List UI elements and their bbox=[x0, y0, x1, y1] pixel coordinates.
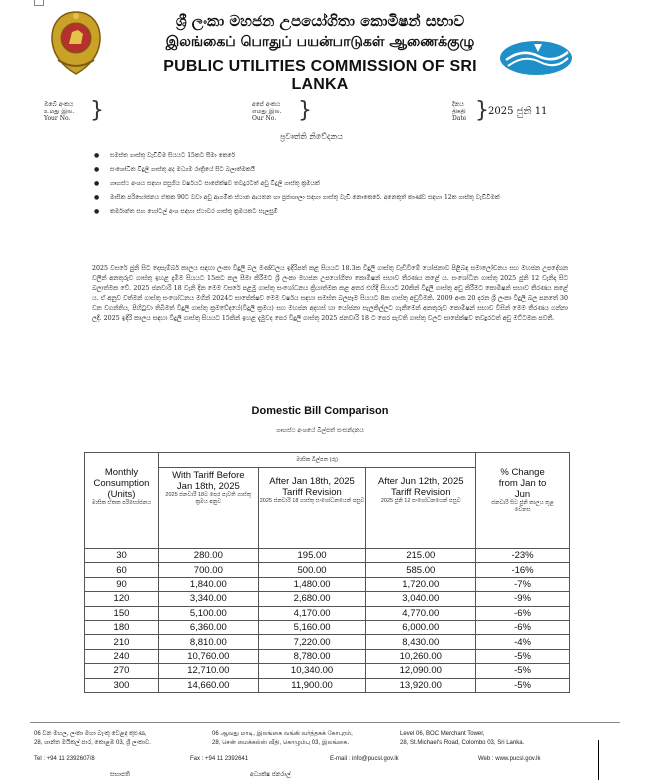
table-row: 270 12,710.00 10,340.00 12,090.00 -5% bbox=[85, 664, 570, 678]
body-paragraph: 2025 වසරේ ජුනි සිට දෙසැම්බර් කාලය සඳහා ලංකා විදුලි බල මණ්ඩලය ඉදිරිපත් කළ සියයට 18.3ක විදුලි ගාස්තු වැඩිවීමේ යෝජනාව පිළිබඳ සමාලෝචනය සහ මහජන උපදේශන වලින් අනතුරුව ගාස්තු ඉහළ දැමීම සියයට 15කට කල සීමා කිරීමට ශ්‍රී ලංකා මහජන උපයෝගිතා කොමිෂන් සභාව තීරණය කළේ ය. සංශෝධිත ගාස්තු 2025 ජුනි 12 වැනිදා සිට බලාත්මක වේ. 2025 ජනවාරි 18 වැනි දින මෙම වසරේ පළමු ගාස්තු සංශෝධනය ක්‍රියාත්මක කළ අතර එහිදී සියයට 20කින් විදුලි ගාස්තු අඩු කිරීමට කොමිෂන් සභාව තීරණය කළේ ය. ඒ අනුව වත්මන් ගාස්තු සංශෝධනය මගින් 2024ට සාපේක්ෂව මෙම වර්ෂය සඳහා සමස්ත බලපෑම සියයට 8ක ගාස්තු අඩුවීමකි. 2009 අංක 20 දරන ශ්‍රී ලංකා විදුලි බල පනතේ 30 වන වගන්තිය, පිහිටුවා තිබීමත් විදුලි ගාස්තු ක්‍රමවේදයේ(විදුලි ක්‍රමය) සහ මහජන අදහස් හා යෝජනා සැලකිල්ලට ගැනීමෙන් අනතුරුව කොමිෂන් සභාව විසින් මෙම තීරණය ගන්නා ලදී. 2025 ඉදිරි කාලය සඳහා විදුලි ගාස්තු සියයට 15කින් ඉහළ දැමුවද පෙර විදුලි ගාස්තු 2025 ජනවාරි 18 ට පෙර පැවති ගාස්තු වලට සාපේක්ෂව තවදුරටත් අඩු මට්ටමක පවතී. bbox=[92, 265, 568, 322]
list-item: ● කර්මාන්ත සහ හෝටල් අංශ සඳහා ස්ථාවර ගාස්තු ක්‍රමයකට සැලසුම් bbox=[92, 208, 562, 216]
col-header-consumption: Monthly Consumption (Units) මාසික ඒකක පරිභෝජනය bbox=[85, 453, 159, 549]
brace-icon: } bbox=[475, 98, 489, 123]
table-row: 120 3,340.00 2,680.00 3,040.00 -9% bbox=[85, 592, 570, 606]
list-item: ● මාසික පරිභෝජනය ඒකක 90ට වඩා අඩු ආගමික ස්ථාන ආයතන හා ප්‍රජාශාලා සඳහා ගාස්තු වැඩි නොකෙරේ. අනෙකුත් කාණ්ඩ සඳහා 12ක ගාස්තු වැඩිවීමක් bbox=[92, 194, 562, 202]
table-subtitle: ගෘහස්ථ අංශයේ බිල්පත් සංසන්දනය bbox=[276, 427, 364, 434]
scan-edge-line bbox=[598, 740, 599, 780]
footer-tel: Tel : +94 11 2392607/8 bbox=[34, 756, 95, 762]
list-item: ● සංශෝධිත විදුලි ගාස්තු අද මධ්‍යම රාත්‍රියේ සිට බලාත්මකයි bbox=[92, 166, 562, 174]
table-row: 240 10,760.00 8,780.00 10,260.00 -5% bbox=[85, 649, 570, 663]
table-row: 300 14,660.00 11,900.00 13,920.00 -5% bbox=[85, 678, 570, 692]
your-no-label: ඔබේ අංකය உமது இல. Your No. bbox=[44, 101, 75, 122]
footer-bottom-label-1: සභාපති bbox=[110, 772, 130, 778]
table-title: Domestic Bill Comparison bbox=[251, 405, 389, 417]
brace-icon: } bbox=[298, 98, 312, 123]
org-name-english: PUBLIC UTILITIES COMMISSION OF SRI LANKA bbox=[163, 58, 477, 93]
sri-lanka-emblem-icon bbox=[50, 10, 102, 76]
date-label: දිනය திகதி Date bbox=[452, 101, 467, 122]
col-group-monthly-bill: මාසික බිල්පත (රු) bbox=[158, 453, 475, 468]
org-name-sinhala: ශ්‍රී ලංකා මහජන උපයෝගිතා කොමිෂන් සභාව bbox=[175, 12, 465, 30]
brace-icon: } bbox=[90, 98, 104, 123]
footer-address-sinhala: 06 වන මහල, ලංකා මහා බැංකු වෙළඳ කුළුණ, 28, ශාන්ත මයිකල් පාර, කොළඹ 03, ශ්‍රී ලංකාව. bbox=[34, 731, 151, 746]
scan-corner-mark bbox=[34, 0, 44, 6]
footer-address-tamil: 06 ஆவது மாடி, இலங்கை வங்கி வர்த்தகக் கோபுரம், 28, சென் மைக்கல்ஸ் வீதி, கொழும்பு 03, இலங்கை. bbox=[212, 731, 353, 746]
footer-divider bbox=[30, 722, 620, 723]
press-release-title: ප්‍රවෘත්ති නිවේදනය bbox=[280, 132, 343, 141]
table-row: 180 6,360.00 5,160.00 6,000.00 -6% bbox=[85, 620, 570, 634]
footer-web: Web : www.pucsl.gov.lk bbox=[478, 756, 541, 762]
footer-fax: Fax : +94 11 2392641 bbox=[190, 756, 249, 762]
footer-bottom-label-2: අධ්‍යක්ෂ ජනරාල් bbox=[250, 772, 291, 778]
col-header-after-jun: After Jun 12th, 2025 Tariff Revision 2025 ජුනි 12 සංශෝධනයෙන් පසුව bbox=[366, 468, 476, 549]
bullet-list bbox=[92, 152, 562, 222]
list-item: ● ගෘහස්ථ අංශය සඳහා පසුගිය වර්ෂයට සාපේක්ෂව තවදුරටත් අඩු විදුලි ගාස්තු ක්‍රමයක් bbox=[92, 180, 562, 188]
table-row: 90 1,840.00 1,480.00 1,720.00 -7% bbox=[85, 577, 570, 591]
table-row: 210 8,810.00 7,220.00 8,430.00 -4% bbox=[85, 635, 570, 649]
footer-email: E-mail : info@pucsl.gov.lk bbox=[330, 756, 399, 762]
table-row: 30 280.00 195.00 215.00 -23% bbox=[85, 549, 570, 563]
pucsl-logo-icon bbox=[498, 38, 574, 78]
our-no-label: අපේ අංකය எமது இல. Our No. bbox=[252, 101, 282, 122]
footer-address-english: Level 06, BOC Merchant Tower, 28, St.Michael's Road, Colombo 03, Sri Lanka. bbox=[400, 731, 525, 746]
col-header-before-jan: With Tariff Before Jan 18th, 2025 2025 ජනවාරි 18ට පෙර පැවති ගාස්තු ක්‍රමය අනුව bbox=[158, 468, 258, 549]
org-name-tamil: இலங்கைப் பொதுப் பயன்பாடுகள் ஆணைக்குழு bbox=[165, 34, 475, 50]
date-value: 2025 ජුනි 11 bbox=[488, 106, 548, 117]
col-header-after-jan: After Jan 18th, 2025 Tariff Revision 2025 ජනවාරි 18 ගාස්තු සංශෝධනයෙන් පසුව bbox=[258, 468, 366, 549]
bill-comparison-table bbox=[84, 452, 570, 693]
table-row: 150 5,100.00 4,170.00 4,770.00 -6% bbox=[85, 606, 570, 620]
col-header-change: % Change from Jan to Jun ජනවාරි සිට ජුනි කාලය තුළ වෙනස bbox=[476, 453, 570, 549]
list-item: ● සමස්ත ගාස්තු වැඩිවීම සියයට 15කට සීමා කෙරේ bbox=[92, 152, 562, 160]
table-row: 60 700.00 500.00 585.00 -16% bbox=[85, 563, 570, 577]
